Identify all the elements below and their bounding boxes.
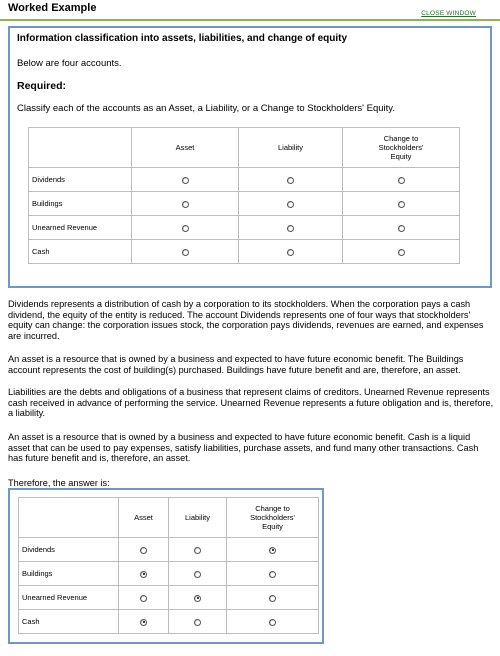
explanation-unearned-revenue: Liabilities are the debts and obligations of a business that represent claims of creditors. Unearned Revenue represents cash received in advance of performing the service. Unearned Revenue represents a future obligation and is, therefore, a liability. xyxy=(8,387,494,418)
choice-cell xyxy=(343,192,460,216)
radio-equity xyxy=(269,619,276,626)
corner-cell xyxy=(29,128,132,168)
explanation-buildings: An asset is a resource that is owned by a business and expected to have future economic benefit. The Buildings account represents the cost of building(s) purchased. Buildings have future benefit and are, therefore, an asset. xyxy=(8,354,464,375)
choice-cell xyxy=(227,562,319,586)
column-header-label: Change to Stockholders' Equity xyxy=(378,134,424,161)
choice-cell xyxy=(169,610,227,634)
account-name: Buildings xyxy=(19,562,119,586)
close-window-link[interactable]: CLOSE WINDOW xyxy=(421,10,476,17)
radio-asset[interactable] xyxy=(182,249,189,256)
radio-liability xyxy=(194,595,201,602)
choice-cell xyxy=(119,586,169,610)
choice-cell xyxy=(119,538,169,562)
choice-cell xyxy=(227,538,319,562)
radio-equity xyxy=(269,595,276,602)
answer-intro: Therefore, the answer is: xyxy=(8,478,110,488)
radio-equity[interactable] xyxy=(398,225,405,232)
question-intro: Below are four accounts. xyxy=(17,58,122,69)
choice-cell xyxy=(119,610,169,634)
column-header-equity xyxy=(227,498,319,538)
column-header-liability xyxy=(169,498,227,538)
choice-cell xyxy=(239,168,343,192)
table-row xyxy=(29,216,460,240)
choice-cell xyxy=(132,168,239,192)
radio-asset xyxy=(140,595,147,602)
radio-asset xyxy=(140,571,147,578)
radio-equity[interactable] xyxy=(398,201,405,208)
choice-cell xyxy=(169,538,227,562)
radio-liability xyxy=(194,619,201,626)
answer-panel xyxy=(8,488,324,644)
choice-cell xyxy=(132,240,239,264)
choice-cell xyxy=(239,240,343,264)
question-table xyxy=(28,127,460,264)
choice-cell xyxy=(119,562,169,586)
explanation-dividends: Dividends represents a distribution of cash by a corporation to its stockholders. When the corporation pays a cash dividend, the equity of the entity is reduced. The account Dividends represents one of four ways that stockholders' equity can change: the corporation issues stock, the corporation pays dividends, revenues are earned, and expenses are incurred. xyxy=(8,299,484,341)
account-name: Unearned Revenue xyxy=(19,586,119,610)
radio-asset xyxy=(140,547,147,554)
column-header-label: Change to Stockholders' Equity xyxy=(250,504,295,531)
table-row xyxy=(19,586,319,610)
radio-asset xyxy=(140,619,147,626)
table-row xyxy=(29,192,460,216)
choice-cell xyxy=(239,192,343,216)
table-row xyxy=(19,610,319,634)
column-header-asset xyxy=(132,128,239,168)
radio-asset[interactable] xyxy=(182,201,189,208)
table-row xyxy=(19,562,319,586)
table-row xyxy=(29,240,460,264)
radio-liability xyxy=(194,571,201,578)
radio-equity[interactable] xyxy=(398,177,405,184)
radio-equity xyxy=(269,547,276,554)
radio-asset[interactable] xyxy=(182,225,189,232)
radio-equity xyxy=(269,571,276,578)
question-title: Information classification into assets, liabilities, and change of equity xyxy=(17,33,348,44)
table-header-row xyxy=(19,498,319,538)
column-header-label: Liability xyxy=(277,143,303,152)
choice-cell xyxy=(343,216,460,240)
choice-cell xyxy=(132,192,239,216)
account-name: Cash xyxy=(19,610,119,634)
account-name: Dividends xyxy=(29,168,132,192)
radio-liability[interactable] xyxy=(287,201,294,208)
column-header-equity xyxy=(343,128,460,168)
table-header-row xyxy=(29,128,460,168)
table-row xyxy=(29,168,460,192)
radio-liability[interactable] xyxy=(287,225,294,232)
window-header xyxy=(0,0,500,21)
choice-cell xyxy=(343,168,460,192)
radio-liability[interactable] xyxy=(287,177,294,184)
corner-cell xyxy=(19,498,119,538)
answer-table xyxy=(18,497,319,634)
account-name: Buildings xyxy=(29,192,132,216)
radio-liability xyxy=(194,547,201,554)
explanation-cash: An asset is a resource that is owned by a business and expected to have future economic benefit. Cash is a liquid asset that can be used to pay expenses, satisfy liabilities, purchase assets, and fund many other transactions. Cash has future benefit and is, therefore, an asset. xyxy=(8,432,479,463)
account-name: Dividends xyxy=(19,538,119,562)
column-header-asset xyxy=(119,498,169,538)
choice-cell xyxy=(227,610,319,634)
choice-cell xyxy=(227,586,319,610)
column-header-liability xyxy=(239,128,343,168)
window-title: Worked Example xyxy=(8,2,97,14)
choice-cell xyxy=(343,240,460,264)
account-name: Cash xyxy=(29,240,132,264)
question-instruction: Classify each of the accounts as an Asset, a Liability, or a Change to Stockholders' Equity. xyxy=(17,103,395,114)
choice-cell xyxy=(132,216,239,240)
choice-cell xyxy=(169,562,227,586)
radio-asset[interactable] xyxy=(182,177,189,184)
required-label: Required: xyxy=(17,80,67,92)
table-row xyxy=(19,538,319,562)
radio-liability[interactable] xyxy=(287,249,294,256)
column-header-label: Asset xyxy=(175,143,195,152)
choice-cell xyxy=(169,586,227,610)
radio-equity[interactable] xyxy=(398,249,405,256)
column-header-label: Asset xyxy=(134,513,153,522)
account-name: Unearned Revenue xyxy=(29,216,132,240)
column-header-label: Liability xyxy=(184,513,210,522)
choice-cell xyxy=(239,216,343,240)
